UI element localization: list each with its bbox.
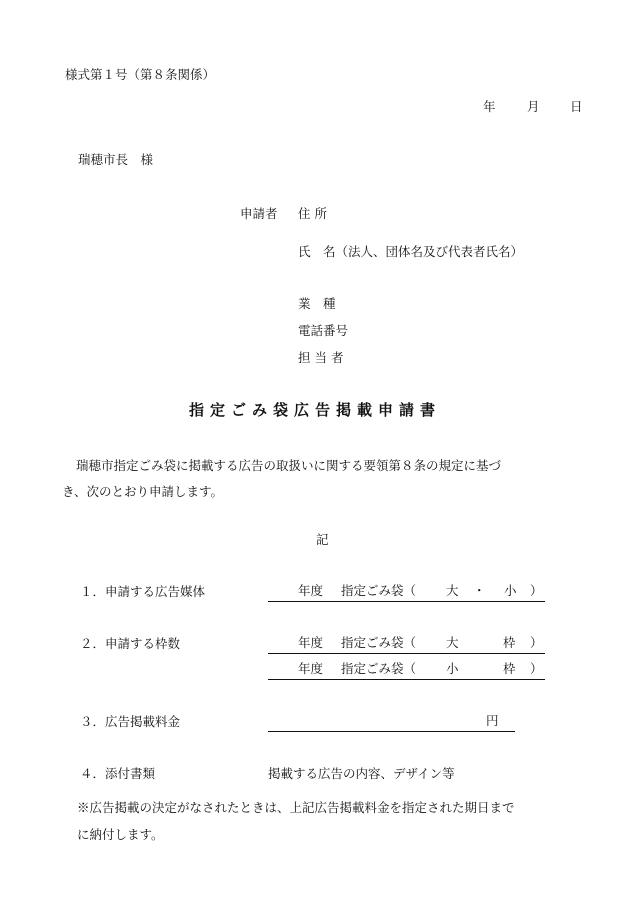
applicant-person: 担 当 者 — [298, 350, 344, 365]
item1-bag: 指定ごみ袋（ — [341, 583, 417, 598]
applicant-industry: 業 種 — [298, 296, 336, 311]
date-day: 日 — [570, 99, 583, 114]
item2-field-large — [268, 637, 545, 654]
item3-unit: 円 — [486, 713, 499, 728]
item2-field-small — [268, 663, 545, 680]
item2-row1-unit: 枠 — [503, 635, 516, 650]
item2-row1-bag: 指定ごみ袋（ — [341, 635, 417, 650]
item4-content: 掲載する広告の内容、デザイン等 — [268, 766, 455, 781]
item1-size-small: 小 — [504, 583, 517, 598]
item2-row2-close: ） — [530, 661, 543, 676]
item2-row2-size: 小 — [446, 661, 459, 676]
applicant-label: 申請者 — [240, 206, 278, 221]
addressee: 瑞穂市長 様 — [78, 152, 154, 167]
form-number: 様式第１号（第８条関係） — [65, 67, 216, 82]
item2-row1-size: 大 — [446, 635, 459, 650]
item1-dot: ・ — [473, 583, 486, 598]
item2-row2-unit: 枠 — [503, 661, 516, 676]
item3-label: ３．広告掲載料金 — [80, 714, 181, 729]
document-title: 指定ごみ袋広告掲載申請書 — [188, 401, 441, 419]
item4-label: ４．添付書類 — [80, 766, 156, 781]
item3-fee-field — [268, 715, 515, 732]
item2-row1-close: ） — [530, 635, 543, 650]
ki-mark: 記 — [316, 532, 329, 547]
item2-row1-nendo: 年度 — [298, 635, 324, 650]
applicant-name: 氏 名（法人、団体名及び代表者氏名） — [298, 244, 524, 259]
item1-field — [268, 585, 545, 602]
applicant-address: 住 所 — [298, 206, 327, 221]
body-line-1: 瑞穂市指定ごみ袋に掲載する広告の取扱いに関する要領第８条の規定に基づ — [76, 458, 502, 473]
item2-row2-bag: 指定ごみ袋（ — [341, 661, 417, 676]
item2-row2-nendo: 年度 — [298, 661, 324, 676]
item1-size-large: 大 — [446, 583, 459, 598]
date-month: 月 — [527, 99, 540, 114]
item1-label: １．申請する広告媒体 — [80, 584, 206, 599]
body-line-2: き、次のとおり申請します。 — [62, 484, 224, 499]
note-line-2: に納付します。 — [77, 827, 164, 842]
item1-close: ） — [530, 583, 543, 598]
item2-label: ２．申請する枠数 — [80, 636, 181, 651]
note-line-1: ※広告掲載の決定がなされたときは、上記広告掲載料金を指定された期日まで — [77, 800, 515, 815]
date-year: 年 — [483, 99, 496, 114]
item1-nendo: 年度 — [298, 583, 324, 598]
applicant-phone: 電話番号 — [298, 323, 349, 338]
